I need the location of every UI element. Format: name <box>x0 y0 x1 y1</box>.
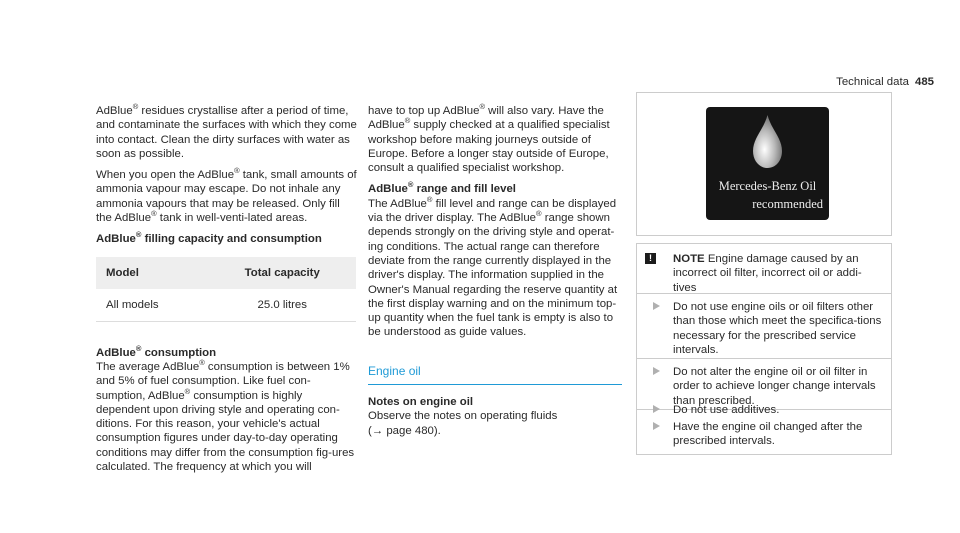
paragraph-consumption: The average AdBlue® consumption is between 1% and 5% of fuel consumption. Like fuel con-sumption, AdBlue® consumption is highly dependent upon driving style and operating con-ditions. For this reason, your vehicle's actual consumption figures under day-to-day operating conditions may differ from the consumption fig-ures calculated. The frequency at which you will <box>96 358 355 474</box>
logo-line-1: Mercedes-Benz Oil <box>718 179 817 193</box>
list-item: Have the engine oil changed after the prescribed intervals. <box>645 420 885 449</box>
note-text: Engine damage caused by an incorrect oil filter, incorrect oil or addi-tives <box>673 253 862 294</box>
section-name: Technical data <box>836 76 909 88</box>
paragraph-top-up: have to top up AdBlue® will also vary. Have the AdBlue® supply checked at a qualified specialist workshop before making journeys outside of Europe. Before a longer stay outside of Europe, consult a qualified specialist workshop. <box>368 102 610 175</box>
paragraph-residues: AdBlue® residues crystallise after a period of time, and contaminate the surfaces with which they come into contact. Clean the dirty surfaces with water as soon as possible. <box>96 102 357 160</box>
warning-icon: ! <box>645 253 656 264</box>
page-number: 485 <box>914 76 934 88</box>
page-header <box>836 75 934 89</box>
column-header-capacity: Total capacity <box>208 257 356 289</box>
list-item: Do not use engine oils or oil filters other than those which meet the specifica-tions necessary for the prescribed service intervals. <box>645 300 885 357</box>
section-title-engine-oil: Engine oil <box>368 364 622 385</box>
heading-consumption: AdBlue® consumption <box>96 343 217 359</box>
capacity-table <box>96 257 356 322</box>
bullet-arrow-icon <box>653 302 660 310</box>
bullet-arrow-icon <box>653 405 660 413</box>
heading-filling-capacity: AdBlue® filling capacity and consumption <box>96 230 322 246</box>
note-box <box>636 243 892 455</box>
divider <box>637 358 891 359</box>
paragraph-ammonia: When you open the AdBlue® tank, small amounts of ammonia vapour may escape. Do not inhale any ammonia vapours that may be released. Only fill the AdBlue® tank in well-venti-lated areas. <box>96 166 357 225</box>
page-reference: (→ page 480). <box>368 424 441 437</box>
oil-drop-icon <box>706 107 829 177</box>
heading-range-fill-level: AdBlue® range and fill level <box>368 180 516 196</box>
oil-logo-frame <box>636 92 892 236</box>
heading-notes-engine-oil: Notes on engine oil <box>368 396 474 409</box>
cell-model: All models <box>96 289 208 322</box>
logo-line-2: recommended <box>752 197 823 211</box>
table-row <box>96 289 356 322</box>
bullet-arrow-icon <box>653 367 660 375</box>
divider <box>637 293 891 294</box>
bullet-arrow-icon <box>653 422 660 430</box>
column-1 <box>96 104 358 474</box>
list-item: Do not alter the engine oil or oil filter in order to achieve longer change intervals than prescribed. <box>645 365 885 408</box>
cell-capacity: 25.0 litres <box>208 289 356 322</box>
note-label: NOTE <box>673 253 705 265</box>
paragraph-observe: Observe the notes on operating fluids <box>368 410 558 423</box>
column-2 <box>368 104 624 438</box>
column-header-model: Model <box>96 257 208 289</box>
paragraph-range: The AdBlue® fill level and range can be displayed via the driver display. The AdBlue® range shown depends strongly on the driving style and operat-ing conditions. The actual range can therefore deviate from the range currently displayed in the driver's display. The information supplied in the Owner's Manual regarding the reserve quantity at the first display warning and on the minimum top-up quantity when the fuel tank is empty is also to be understood as guide values. <box>368 194 618 339</box>
note-header <box>645 252 881 295</box>
list-item: Do not use additives. <box>645 403 885 417</box>
table-header-row <box>96 257 356 289</box>
mercedes-oil-logo <box>706 107 829 220</box>
